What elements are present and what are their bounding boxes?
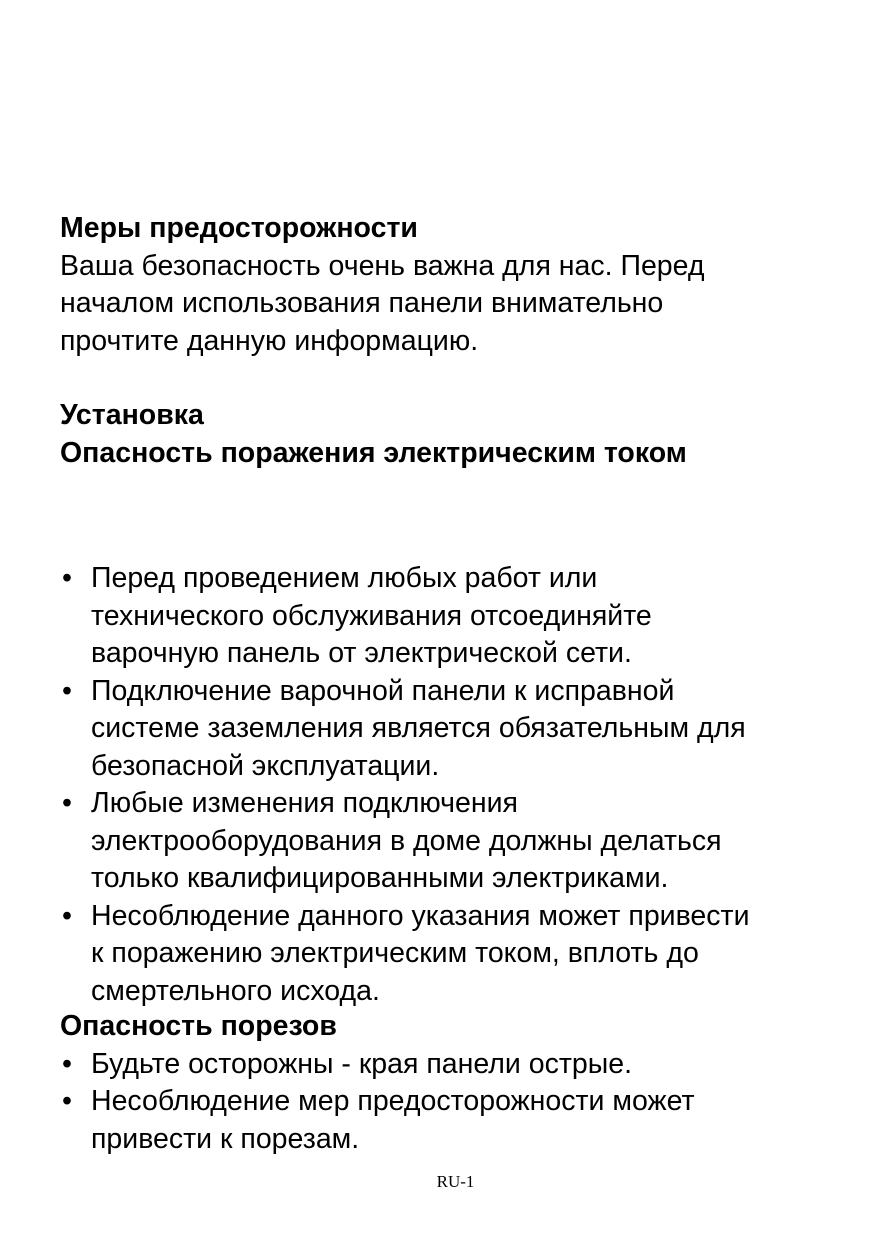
list-item-line: привести к порезам. <box>91 1122 360 1155</box>
list-item-line: Подключение варочной панели к исправной <box>91 674 675 707</box>
electric-shock-list <box>60 560 830 1010</box>
installation-heading: Установка <box>60 399 204 431</box>
bullet-icon: • <box>62 674 72 707</box>
list-item-line: технического обслуживания отсоединяйте <box>91 599 652 632</box>
cuts-list <box>60 1046 830 1159</box>
intro-line: Ваша безопасность очень важна для нас. Перед <box>60 249 705 282</box>
electric-shock-heading: Опасность поражения электрическим током <box>60 436 687 469</box>
cuts-heading: Опасность порезов <box>60 1010 337 1042</box>
installation-section <box>60 397 830 472</box>
intro-line: прочтите данную информацию. <box>60 324 479 357</box>
list-item-line: Перед проведением любых работ или <box>91 562 598 594</box>
list-item-line: смертельного исхода. <box>91 974 380 1007</box>
list-item-line: Будьте осторожны - края панели острые. <box>91 1047 632 1080</box>
list-item-line: только квалифицированными электриками. <box>91 862 669 894</box>
list-item-line: безопасной эксплуатации. <box>91 749 440 782</box>
list-item <box>60 785 830 898</box>
list-item <box>60 1046 830 1084</box>
list-item <box>60 673 830 786</box>
electric-shock-list-section <box>60 560 830 1010</box>
list-item <box>60 898 830 1011</box>
list-item-line: Любые изменения подключения <box>91 787 518 819</box>
list-item-line: варочную панель от электрической сети. <box>91 637 632 669</box>
bullet-icon: • <box>62 1047 72 1080</box>
bullet-icon: • <box>62 1085 72 1117</box>
intro-line: началом использования панели внимательно <box>60 287 664 319</box>
precautions-heading: Меры предосторожности <box>60 212 418 244</box>
list-item-line: к поражению электрическим током, вплоть до <box>91 937 699 969</box>
list-item-line: Несоблюдение данного указания может привести <box>91 899 750 932</box>
precautions-section <box>60 210 830 360</box>
list-item-line: электрооборудования в доме должны делаться <box>91 824 722 857</box>
list-item <box>60 560 830 673</box>
precautions-intro <box>60 248 830 361</box>
bullet-icon: • <box>62 787 72 819</box>
page-number: RU-1 <box>436 1172 475 1191</box>
list-item-line: Несоблюдение мер предосторожности может <box>91 1085 695 1117</box>
page-footer <box>0 1172 875 1192</box>
cuts-section <box>60 1008 830 1158</box>
bullet-icon: • <box>62 899 72 932</box>
list-item-line: системе заземления является обязательным для <box>91 712 746 744</box>
list-item <box>60 1083 830 1158</box>
bullet-icon: • <box>62 562 72 594</box>
